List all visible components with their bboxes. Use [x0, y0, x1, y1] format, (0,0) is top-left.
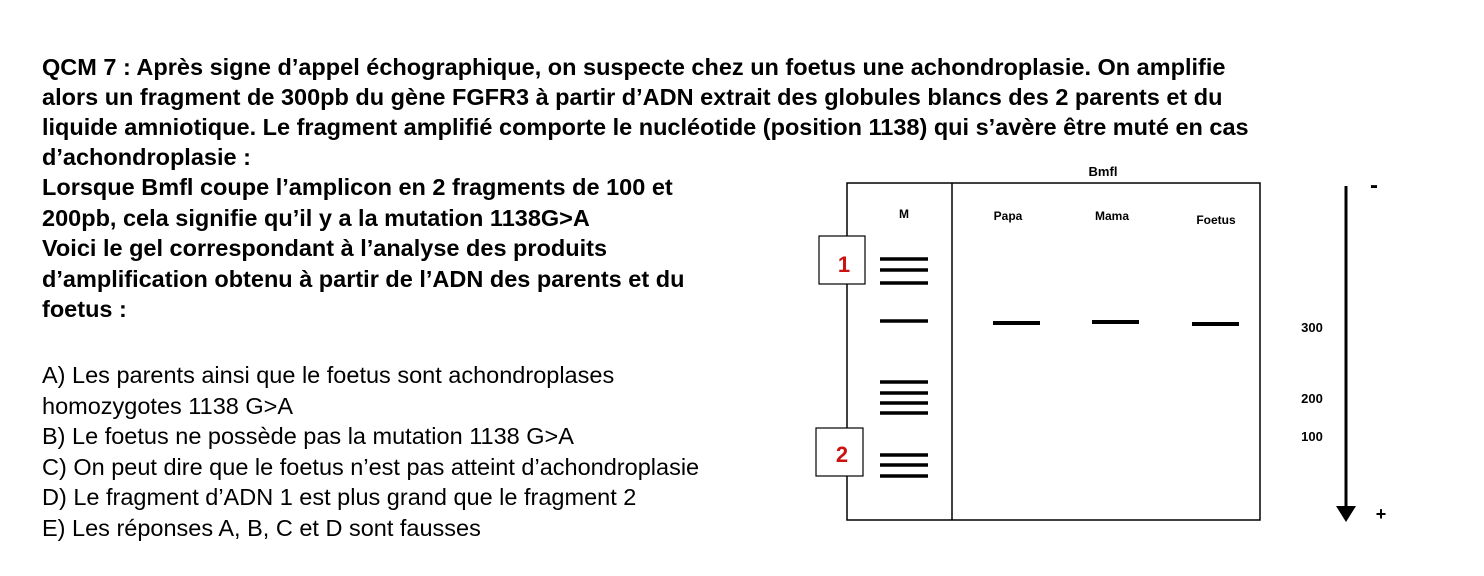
answer-a[interactable]: A) Les parents ainsi que le foetus sont achondroplases: [42, 362, 615, 388]
answer-d[interactable]: D) Le fragment d’ADN 1 est plus grand que le fragment 2: [42, 484, 637, 510]
size-label-300: 300: [1301, 320, 1323, 335]
lane-label-papa: Papa: [993, 209, 1023, 223]
lane-label-m: M: [899, 207, 909, 221]
polarity-minus: -: [1370, 172, 1378, 199]
context-line: d’amplification obtenu à partir de l’ADN des parents et du: [42, 265, 685, 292]
sample-bands: [993, 322, 1239, 324]
polarity-plus: +: [1375, 504, 1387, 524]
answer-e[interactable]: E) Les réponses A, B, C et D sont fausses: [42, 514, 481, 541]
context-line: Voici le gel correspondant à l’analyse des produits: [42, 235, 608, 261]
migration-arrow-head: [1336, 506, 1356, 522]
answer-a-continued[interactable]: homozygotes 1138 G>A: [42, 392, 294, 419]
answer-c[interactable]: C) On peut dire que le foetus n’est pas atteint d’achondroplasie: [42, 453, 700, 480]
lane-label-foetus: Foetus: [1196, 213, 1236, 227]
title-line: liquide amniotique. Le fragment amplifié comporte le nucléotide (position 1138) qui s’avère être muté en cas: [42, 114, 1249, 140]
context-line: foetus :: [42, 296, 127, 322]
enzyme-label: Bmfl: [1088, 164, 1118, 179]
lane-label-mama: Mama: [1094, 209, 1130, 223]
title-line: d’achondroplasie :: [42, 144, 251, 170]
marker-box-1-label: 1: [837, 252, 851, 277]
size-label-100: 100: [1301, 429, 1323, 444]
answer-b[interactable]: B) Le foetus ne possède pas la mutation 1138 G>A: [42, 423, 574, 449]
title-line: alors un fragment de 300pb du gène FGFR3 à partir d’ADN extrait des globules blancs des 2 parents et du: [42, 84, 1223, 110]
marker-ladder: [880, 259, 928, 476]
size-label-200: 200: [1301, 391, 1323, 406]
context-line: 200pb, cela signifie qu’il y a la mutation 1138G>A: [42, 204, 590, 231]
title-line: QCM 7 : Après signe d’appel échographique, on suspecte chez un foetus une achondroplasie. On amplifie: [42, 54, 1226, 80]
context-line: Lorsque Bmfl coupe l’amplicon en 2 fragments de 100 et: [42, 174, 673, 200]
gel-frame: [847, 183, 1260, 520]
marker-box-2-label: 2: [835, 442, 849, 467]
